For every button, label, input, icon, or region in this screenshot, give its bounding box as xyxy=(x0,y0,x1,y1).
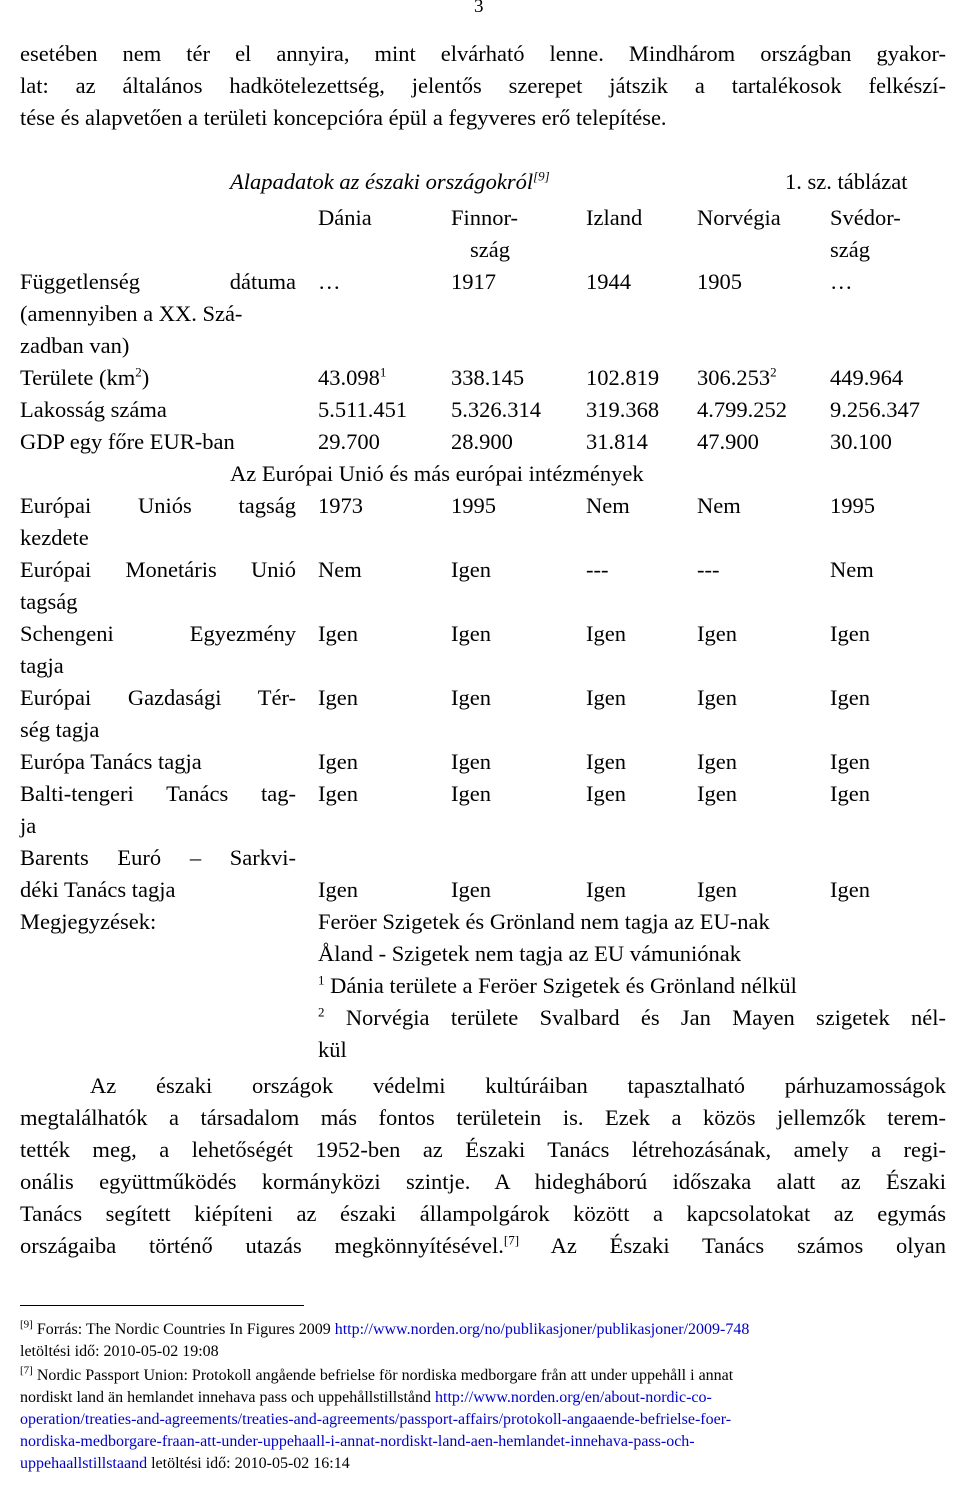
table-cell: Nem xyxy=(697,493,741,518)
cell-independence-norway: 1905 xyxy=(697,269,742,294)
area-footnote-2-cont: kül xyxy=(318,1037,347,1062)
row-label: Európai Monetáris Unió xyxy=(20,557,296,582)
footnote-7: [7] Nordic Passport Union: Protokoll angående befrielse för nordiska medborgare från att under uppehåll i annat nordiskt land än hemlandet innehava pass och uppehållstillstånd http://www.norden.org/en/about-nordic-co- operation/treaties-and-agreements/treaties-and-agreements/passport-affairs/protokoll-angaaende-befrielse-foer- nordiska-medborgare-fraan-att-under-uppehaall-i-annat-nordiskt-land-aen-hemlandet-innehava-pass-och- uppehaallstillstaand letöltési idő: 2010-05-02 16:14 xyxy=(20,1365,940,1475)
cell-independence-denmark: … xyxy=(318,269,341,294)
table-cell: Igen xyxy=(586,749,626,774)
table-caption: Alapadatok az északi országokról[9] xyxy=(230,168,550,194)
cell-population-denmark: 5.511.451 xyxy=(318,397,408,422)
table-cell: Igen xyxy=(451,749,491,774)
table-cell: Igen xyxy=(586,685,626,710)
table-cell: --- xyxy=(697,557,720,582)
cell-area-denmark: 43.098$^1$ xyxy=(318,364,387,390)
row-label-independence: Függetlenség dátuma xyxy=(20,269,296,294)
table-cell: Igen xyxy=(318,685,358,710)
table-cell: Igen xyxy=(586,781,626,806)
table-cell: Igen xyxy=(830,877,870,902)
table-cell: Nem xyxy=(586,493,630,518)
cell-area-sweden: 449.964 xyxy=(830,365,904,390)
table-cell: --- xyxy=(586,557,609,582)
table-cell: Igen xyxy=(830,781,870,806)
cell-gdp-norway: 47.900 xyxy=(697,429,759,454)
table-cell: Igen xyxy=(318,781,358,806)
table-cell: Nem xyxy=(830,557,874,582)
table-number: 1. sz. táblázat xyxy=(785,169,908,194)
source-link[interactable]: uppehaallstillstaand xyxy=(20,1455,148,1472)
cell-population-sweden: 9.256.347 xyxy=(830,397,920,422)
table-cell: Igen xyxy=(586,621,626,646)
source-link[interactable]: nordiska-medborgare-fraan-att-under-uppehaall-i-annat-nordiskt-land-aen-hemlandet-innehava-pass-och- xyxy=(20,1433,695,1450)
row-label-population: Lakosság száma xyxy=(20,397,167,422)
area-footnote-2: $^2$ Norvégia területe Svalbard és Jan Mayen szigetek nél- xyxy=(318,1004,946,1030)
row-label: Schengeni Egyezmény xyxy=(20,621,296,646)
cell-population-norway: 4.799.252 xyxy=(697,397,787,422)
row-label-cont: tagja xyxy=(20,653,64,678)
text-line: esetében nem tér el annyira, mint elvárható lenne. Mindhárom országban gyakor- xyxy=(20,41,946,66)
row-label: Balti-tengeri Tanács tag- xyxy=(20,781,296,806)
source-link[interactable]: http://www.norden.org/en/about-nordic-co- xyxy=(435,1389,712,1406)
table-cell: Igen xyxy=(697,749,737,774)
table-cell: Igen xyxy=(697,877,737,902)
row-label-independence-cont: (amennyiben a XX. Szá- xyxy=(20,301,243,326)
table-cell: Igen xyxy=(451,781,491,806)
table-cell: Igen xyxy=(451,685,491,710)
cell-area-iceland: 102.819 xyxy=(586,365,660,390)
table-cell: Igen xyxy=(451,557,491,582)
row-label-cont: ja xyxy=(20,813,37,838)
citation-reference: [7] xyxy=(503,1232,520,1248)
header-denmark: Dánia xyxy=(318,205,372,230)
table-cell: Igen xyxy=(318,621,358,646)
header-finland-cont: szág xyxy=(470,237,510,262)
table-cell: Igen xyxy=(697,685,737,710)
note-item: Feröer Szigetek és Grönland nem tagja az EU-nak xyxy=(318,909,770,934)
cell-gdp-finland: 28.900 xyxy=(451,429,513,454)
text-line: lat: az általános hadkötelezettség, jelentős szerepet játszik a tartalékosok felkészí- xyxy=(20,73,946,98)
table-cell: 1995 xyxy=(451,493,496,518)
text-line: onális együttműködés kormányközi szintje. A hidegháború időszaka alatt az Északi xyxy=(20,1169,946,1194)
row-label: Európai Gazdasági Tér- xyxy=(20,685,296,710)
table-cell: 1995 xyxy=(830,493,875,518)
header-norway: Norvégia xyxy=(697,205,781,230)
header-sweden: Svédor- xyxy=(830,205,901,230)
cell-independence-sweden: … xyxy=(830,269,853,294)
table-cell: Igen xyxy=(451,877,491,902)
page-number: 3 xyxy=(474,0,484,17)
table-cell: Igen xyxy=(830,621,870,646)
text-line: megtalálhatók a társadalom más fontos területein is. Ezek a közös jellemzők terem- xyxy=(20,1105,946,1130)
header-sweden-cont: szág xyxy=(830,237,870,262)
row-label-cont: kezdete xyxy=(20,525,89,550)
table-cell: Nem xyxy=(318,557,362,582)
table-cell: Igen xyxy=(830,749,870,774)
row-label: Barents Euró – Sarkvi- xyxy=(20,845,296,870)
cell-independence-finland: 1917 xyxy=(451,269,496,294)
row-label-area: Területe $(km^2)$ xyxy=(20,364,150,390)
row-label-independence-cont: zadban van) xyxy=(20,333,130,358)
cell-gdp-iceland: 31.814 xyxy=(586,429,648,454)
table-cell: Igen xyxy=(697,781,737,806)
table-cell: Igen xyxy=(830,685,870,710)
table-cell: Igen xyxy=(451,621,491,646)
section-title: Az Európai Unió és más európai intézmények xyxy=(230,461,644,486)
text-line: tése és alapvetően a területi koncepcióra épül a fegyveres erő telepítése. xyxy=(20,105,667,130)
table-cell: Igen xyxy=(318,877,358,902)
table-cell: 1973 xyxy=(318,493,363,518)
intro-paragraph xyxy=(20,38,946,134)
row-label-gdp: GDP egy főre EUR-ban xyxy=(20,429,235,454)
table-cell: Igen xyxy=(586,877,626,902)
table-cell: Igen xyxy=(697,621,737,646)
row-label-cont: déki Tanács tagja xyxy=(20,877,176,902)
note-item: Åland - Szigetek nem tagja az EU vámuniónak xyxy=(318,941,741,966)
footnote-separator xyxy=(20,1305,304,1306)
text-line: tették meg, a lehetőségét 1952-ben az Északi Tanács létrehozásának, amely a regi- xyxy=(20,1137,946,1162)
cell-area-norway: 306.253$^2$ xyxy=(697,364,777,390)
header-iceland: Izland xyxy=(586,205,643,230)
footnote-9: [9] Forrás: The Nordic Countries In Figures 2009 http://www.norden.org/no/publikasjoner/publikasjoner/2009-748 letöltési idő: 2010-05-02 19:08 xyxy=(20,1318,750,1360)
cell-population-iceland: 319.368 xyxy=(586,397,660,422)
cell-population-finland: 5.326.314 xyxy=(451,397,541,422)
table-cell: Igen xyxy=(318,749,358,774)
cell-gdp-denmark: 29.700 xyxy=(318,429,380,454)
cell-gdp-sweden: 30.100 xyxy=(830,429,892,454)
text-line: Tanács segített kiépíteni az északi állampolgárok között a kapcsolatokat az egymás xyxy=(20,1201,946,1226)
cell-area-finland: 338.145 xyxy=(451,365,525,390)
area-footnote-1: $^1$ Dánia területe a Feröer Szigetek és Grönland nélkül xyxy=(318,972,797,998)
text-line: Az északi országok védelmi kultúráiban tapasztalható párhuzamosságok xyxy=(90,1073,946,1098)
row-label-cont: tagság xyxy=(20,589,78,614)
body-paragraph xyxy=(20,1070,946,1262)
source-link[interactable]: operation/treaties-and-agreements/treaties-and-agreements/passport-affairs/protokoll-angaaende-befrielse-foer- xyxy=(20,1411,732,1428)
notes-label: Megjegyzések: xyxy=(20,909,157,934)
caption-reference: [9] xyxy=(533,168,550,184)
cell-independence-iceland: 1944 xyxy=(586,269,631,294)
text-line: országaiba történő utazás megkönnyítésével.[7] Az Északi Tanács számos olyan xyxy=(20,1232,946,1258)
row-label: Európa Tanács tagja xyxy=(20,749,202,774)
header-finland: Finnor- xyxy=(451,205,519,230)
source-link[interactable]: http://www.norden.org/no/publikasjoner/publikasjoner/2009-748 xyxy=(334,1321,750,1338)
row-label-cont: ség tagja xyxy=(20,717,100,742)
row-label: Európai Uniós tagság xyxy=(20,493,296,518)
